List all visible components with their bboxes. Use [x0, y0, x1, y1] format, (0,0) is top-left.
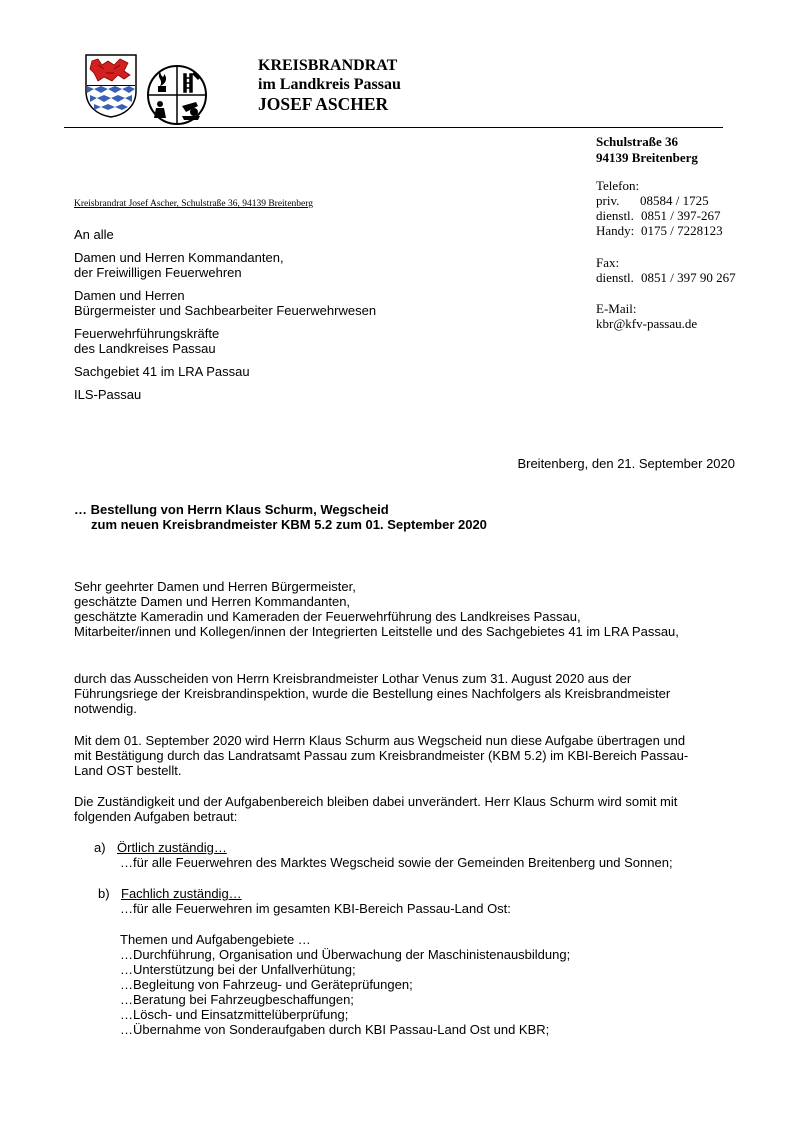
list-a-marker: a)	[94, 840, 106, 855]
list-a-title: Örtlich zuständig…	[117, 840, 227, 855]
letterhead-title	[258, 56, 401, 115]
letterhead-divider	[64, 127, 723, 128]
sender-phone-block	[596, 178, 723, 238]
sender-city: 94139 Breitenberg	[596, 150, 698, 165]
body-paragraph-1	[74, 671, 670, 716]
fire-brigade-emblem-logo	[146, 64, 208, 126]
salutation-line-4: Mitarbeiter/innen und Kollegen/innen der Integrierten Leitstelle und des Sachgebietes 41 im LRA Passau,	[74, 624, 679, 639]
body-p2-line-3: Land OST bestellt.	[74, 763, 182, 778]
email-label: E-Mail:	[596, 301, 637, 316]
salutation-line-2: geschätzte Damen und Herren Kommandanten,	[74, 594, 351, 609]
sender-email-block	[596, 301, 697, 331]
list-a-text: …für alle Feuerwehren des Marktes Wegscheid sowie der Gemeinden Breitenberg und Sonnen;	[120, 855, 673, 870]
coat-of-arms-logo	[84, 53, 138, 119]
body-p2-line-1: Mit dem 01. September 2020 wird Herrn Klaus Schurm aus Wegscheid nun diese Aufgabe übertragen und	[74, 733, 686, 748]
recipient-commanders: Damen und Herren Kommandanten,	[74, 250, 284, 265]
body-p2-line-2: mit Bestätigung durch das Landratsamt Passau zum Kreisbrandmeister (KBM 5.2) im KBI-Bereich Passau-	[74, 748, 689, 763]
list-item: …Durchführung, Organisation und Überwachung der Maschinistenausbildung;	[120, 947, 571, 962]
phone-label: Telefon:	[596, 178, 640, 193]
dienst-label: dienstl.	[596, 208, 634, 223]
list-item: …Lösch- und Einsatzmittelüberprüfung;	[120, 1007, 349, 1022]
list-b-title: Fachlich zuständig…	[121, 886, 242, 901]
handy-number: 0175 / 7228123	[641, 223, 723, 238]
subject-line-1: … Bestellung von Herrn Klaus Schurm, Wegscheid	[74, 502, 389, 517]
sender-fax-block	[596, 255, 736, 285]
salutation	[74, 579, 679, 639]
sender-street: Schulstraße 36	[596, 134, 678, 149]
list-item-a	[94, 840, 673, 870]
subject	[74, 502, 487, 532]
list-item-b	[98, 886, 511, 916]
fax-label: Fax:	[596, 255, 620, 270]
recipient-ils: ILS-Passau	[74, 387, 142, 402]
return-address: Kreisbrandrat Josef Ascher, Schulstraße 36, 94139 Breitenberg	[74, 199, 313, 209]
letterhead-name: JOSEF ASCHER	[258, 94, 389, 114]
letterhead-title-line-2: im Landkreis Passau	[258, 76, 401, 93]
body-paragraph-3	[74, 794, 677, 824]
recipient-leaders: Feuerwehrführungskräfte	[74, 326, 220, 341]
recipient-intro: An alle	[74, 227, 114, 242]
handy-label: Handy:	[596, 223, 635, 238]
body-p1-line-2: Führungsriege der Kreisbrandinspektion, wurde die Bestellung eines Nachfolgers als Kreisbrandmeister	[74, 686, 671, 701]
sender-info	[596, 134, 698, 166]
recipient-commanders-2: der Freiwilligen Feuerwehren	[74, 265, 242, 280]
body-paragraph-2	[74, 733, 688, 778]
themes-list	[120, 932, 570, 1037]
themes-title: Themen und Aufgabengebiete …	[120, 932, 311, 947]
body-p1-line-1: durch das Ausscheiden von Herrn Kreisbrandmeister Lothar Venus zum 31. August 2020 aus der	[74, 671, 632, 686]
fax-dienst-label: dienstl.	[596, 270, 634, 285]
salutation-line-3: geschätzte Kameradin und Kameraden der Feuerwehrführung des Landkreises Passau,	[74, 609, 581, 624]
list-item: …Übernahme von Sonderaufgaben durch KBI Passau-Land Ost und KBR;	[120, 1022, 550, 1037]
list-item: …Begleitung von Fahrzeug- und Geräteprüfungen;	[120, 977, 413, 992]
date-line: Breitenberg, den 21. September 2020	[517, 456, 735, 471]
list-b-text: …für alle Feuerwehren im gesamten KBI-Bereich Passau-Land Ost:	[120, 901, 511, 916]
recipient-mayors: Damen und Herren	[74, 288, 185, 303]
recipient-block	[74, 227, 376, 402]
recipient-mayors-2: Bürgermeister und Sachbearbeiter Feuerwehrwesen	[74, 303, 377, 318]
subject-line-2: zum neuen Kreisbrandmeister KBM 5.2 zum 01. September 2020	[91, 517, 487, 532]
email-address[interactable]: kbr@kfv-passau.de	[596, 316, 698, 331]
body-p1-line-3: notwendig.	[74, 701, 137, 716]
body-p3-line-2: folgenden Aufgaben betraut:	[74, 809, 238, 824]
priv-number: 08584 / 1725	[640, 193, 709, 208]
dienst-number: 0851 / 397-267	[641, 208, 721, 223]
letterhead-title-line-1: KREISBRANDRAT	[258, 57, 398, 74]
priv-label: priv.	[596, 193, 620, 208]
salutation-line-1: Sehr geehrter Damen und Herren Bürgermeister,	[74, 579, 356, 594]
body-p3-line-1: Die Zuständigkeit und der Aufgabenbereich bleiben dabei unverändert. Herr Klaus Schurm wird somit mit	[74, 794, 678, 809]
recipient-department: Sachgebiet 41 im LRA Passau	[74, 364, 250, 379]
list-item: …Unterstützung bei der Unfallverhütung;	[120, 962, 356, 977]
list-item: …Beratung bei Fahrzeugbeschaffungen;	[120, 992, 354, 1007]
fax-number: 0851 / 397 90 267	[641, 270, 736, 285]
recipient-leaders-2: des Landkreises Passau	[74, 341, 216, 356]
list-b-marker: b)	[98, 886, 110, 901]
